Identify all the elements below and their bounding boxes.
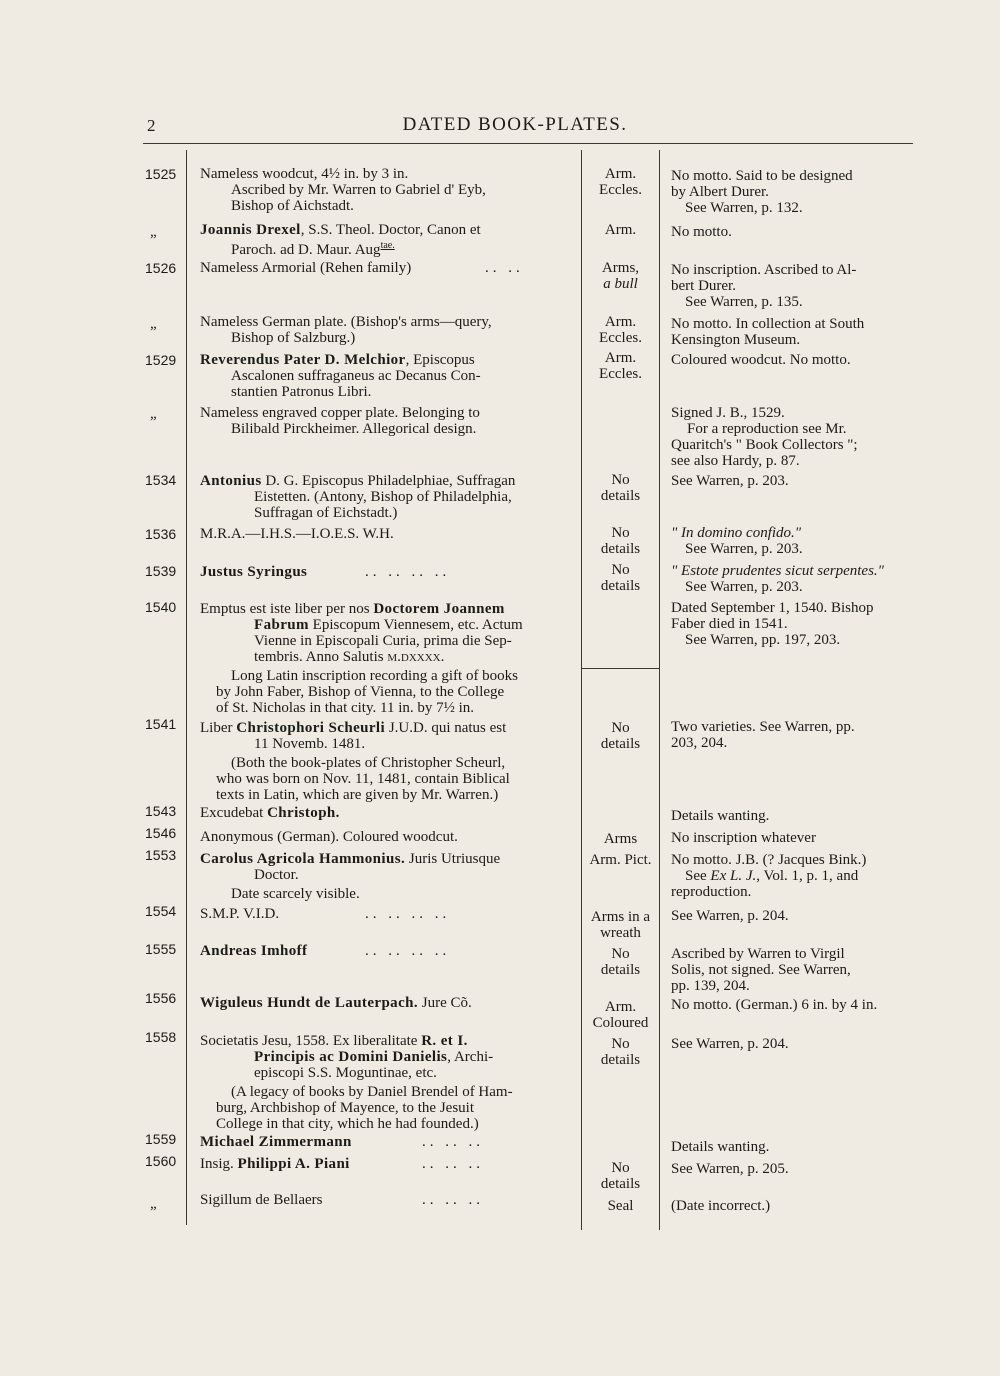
- entry-description: Nameless Armorial (Rehen family) .. ..: [200, 260, 524, 276]
- entry-year: 1553: [145, 847, 177, 863]
- entry-description: Societatis Jesu, 1558. Ex liberalitate R. et I. Principis ac Domini Danielis, Archi- episcopi S.S. Moguntinae, etc. (A legacy of books by Daniel Brendel of Ham- burg, Archbishop of Mayence, to the Jesuit College in that city, which he had founded.): [200, 1033, 513, 1132]
- entry-description: Anonymous (German). Coloured woodcut.: [200, 829, 458, 845]
- entry-year: 1534: [145, 472, 177, 488]
- entry-note: Details wanting.: [671, 1139, 770, 1155]
- entry-year: 1525: [145, 166, 177, 182]
- entry-year: 1555: [145, 941, 177, 957]
- entry-description: Insig. Philippi A. Piani .. .. ..: [200, 1156, 484, 1172]
- entry-kind: Seal: [607, 1198, 634, 1214]
- entry-year: „: [150, 406, 157, 422]
- entry-description: Joannis Drexel, S.S. Theol. Doctor, Canon et Paroch. ad D. Maur. Aug$^{tae.}$: [200, 222, 481, 258]
- entry-year: „: [150, 316, 157, 332]
- header-rule: [143, 143, 913, 144]
- entry-description: Nameless German plate. (Bishop's arms—query, Bishop of Salzburg.): [200, 314, 492, 346]
- entry-year: 1536: [145, 526, 177, 542]
- entry-note: See Warren, p. 203.: [671, 473, 789, 489]
- entry-note: Coloured woodcut. No motto.: [671, 352, 851, 368]
- entry-kind: No details: [600, 1036, 641, 1068]
- entry-kind: No details: [600, 720, 641, 752]
- entry-note: No motto.: [671, 224, 732, 240]
- entry-kind: Arm. Eccles.: [599, 350, 642, 382]
- entry-year: 1526: [145, 260, 177, 276]
- entry-note: No inscription whatever: [671, 830, 816, 846]
- entry-note: No motto. (German.) 6 in. by 4 in.: [671, 997, 878, 1013]
- entry-description: Excudebat Christoph.: [200, 805, 340, 821]
- entry-kind: Arm. Pict.: [589, 852, 652, 868]
- entry-description: Wiguleus Hundt de Lauterpach. Jure Cõ.: [200, 995, 472, 1011]
- entry-note: Two varieties. See Warren, pp. 203, 204.: [671, 719, 855, 751]
- entry-description: Michael Zimmermann .. .. ..: [200, 1134, 484, 1150]
- entry-note: Details wanting.: [671, 808, 770, 824]
- entry-note: " In domino confido." See Warren, p. 203.: [671, 525, 803, 557]
- entry-description: Nameless engraved copper plate. Belonging to Bilibald Pirckheimer. Allegorical design.: [200, 405, 480, 437]
- entry-kind: Arm. Eccles.: [599, 314, 642, 346]
- entry-year: „: [150, 224, 157, 240]
- entry-note: No motto. In collection at South Kensington Museum.: [671, 316, 865, 348]
- entry-kind: No details: [600, 946, 641, 978]
- entry-note: No motto. J.B. (? Jacques Bink.) See Ex L. J., Vol. 1, p. 1, and reproduction.: [671, 852, 867, 900]
- entry-note: " Estote prudentes sicut serpentes." See Warren, p. 203.: [671, 563, 884, 595]
- entry-description: Antonius D. G. Episcopus Philadelphiae, Suffragan Eistetten. (Antony, Bishop of Philadelphia, Suffragan of Eichstadt.): [200, 473, 516, 521]
- entry-description: S.M.P. V.I.D. .. .. .. ..: [200, 906, 451, 922]
- entry-kind: Arms, a bull: [601, 260, 640, 292]
- entry-description: Liber Christophori Scheurli J.U.D. qui natus est 11 Novemb. 1481. (Both the book-plates of Christopher Scheurl, who was born on Nov. 11, 1481, contain Biblical texts in Latin, which are given by Mr. Warren.): [200, 720, 510, 803]
- entry-kind: Arms in a wreath: [590, 909, 651, 941]
- entry-description: Andreas Imhoff .. .. .. ..: [200, 943, 451, 959]
- entry-description: Reverendus Pater D. Melchior, Episcopus Ascalonen suffraganeus ac Decanus Con- stantien Patronus Libri.: [200, 352, 481, 400]
- entry-note: Ascribed by Warren to Virgil Solis, not signed. See Warren, pp. 139, 204.: [671, 946, 851, 994]
- entry-year: 1556: [145, 990, 177, 1006]
- entry-kind: No details: [600, 1160, 641, 1192]
- entry-description: Justus Syringus .. .. .. ..: [200, 564, 451, 580]
- entry-year: 1541: [145, 716, 177, 732]
- entry-year: 1554: [145, 903, 177, 919]
- entry-description: M.R.A.—I.H.S.—I.O.E.S. W.H.: [200, 526, 394, 542]
- entry-year: 1529: [145, 352, 177, 368]
- row-divider: [581, 668, 659, 669]
- entry-kind: Arm. Coloured: [592, 999, 649, 1031]
- entry-note: No motto. Said to be designed by Albert Durer. See Warren, p. 132.: [671, 168, 853, 216]
- entry-kind: No details: [600, 562, 641, 594]
- column-divider-year: [186, 150, 187, 1225]
- entry-kind: Arm. Eccles.: [599, 166, 642, 198]
- entry-note: No inscription. Ascribed to Al- bert Durer. See Warren, p. 135.: [671, 262, 857, 310]
- entry-year: 1559: [145, 1131, 177, 1147]
- entry-note: See Warren, p. 204.: [671, 1036, 789, 1052]
- entry-year: „: [150, 1196, 157, 1212]
- running-head: DATED BOOK-PLATES.: [402, 114, 628, 135]
- entry-note: Dated September 1, 1540. Bishop Faber died in 1541. See Warren, pp. 197, 203.: [671, 600, 874, 648]
- entry-description: Sigillum de Bellaers .. .. ..: [200, 1192, 484, 1208]
- column-divider-note: [659, 150, 660, 1230]
- entry-description: Emptus est iste liber per nos Doctorem Joannem Fabrum Episcopum Viennesem, etc. Actum Vienne in Episcopali Curia, prima die Sep- tembris. Anno Salutis m.dxxxx. Long Latin inscription recording a gift of books by John Faber, Bishop of Vienna, to the College of St. Nicholas in that city. 11 in. by 7½ in.: [200, 601, 523, 716]
- entry-year: 1558: [145, 1029, 177, 1045]
- entry-note: See Warren, p. 204.: [671, 908, 789, 924]
- entry-year: 1539: [145, 563, 177, 579]
- column-divider-kind: [581, 150, 582, 1230]
- entry-note: Signed J. B., 1529. For a reproduction see Mr. Quaritch's " Book Collectors "; see also Hardy, p. 87.: [671, 405, 858, 469]
- entry-description: Carolus Agricola Hammonius. Juris Utriusque Doctor. Date scarcely visible.: [200, 851, 501, 902]
- entry-year: 1543: [145, 803, 177, 819]
- entry-kind: No details: [600, 472, 641, 504]
- entry-description: Nameless woodcut, 4½ in. by 3 in. Ascribed by Mr. Warren to Gabriel d' Eyb, Bishop of Aichstadt.: [200, 166, 486, 214]
- page-number: 2: [147, 116, 156, 135]
- entry-note: See Warren, p. 205.: [671, 1161, 789, 1177]
- entry-year: 1546: [145, 825, 177, 841]
- entry-kind: Arms: [603, 831, 638, 847]
- entry-kind: No details: [600, 525, 641, 557]
- entry-year: 1560: [145, 1153, 177, 1169]
- entry-note: (Date incorrect.): [671, 1198, 771, 1214]
- entry-year: 1540: [145, 599, 177, 615]
- entry-kind: Arm.: [604, 222, 637, 238]
